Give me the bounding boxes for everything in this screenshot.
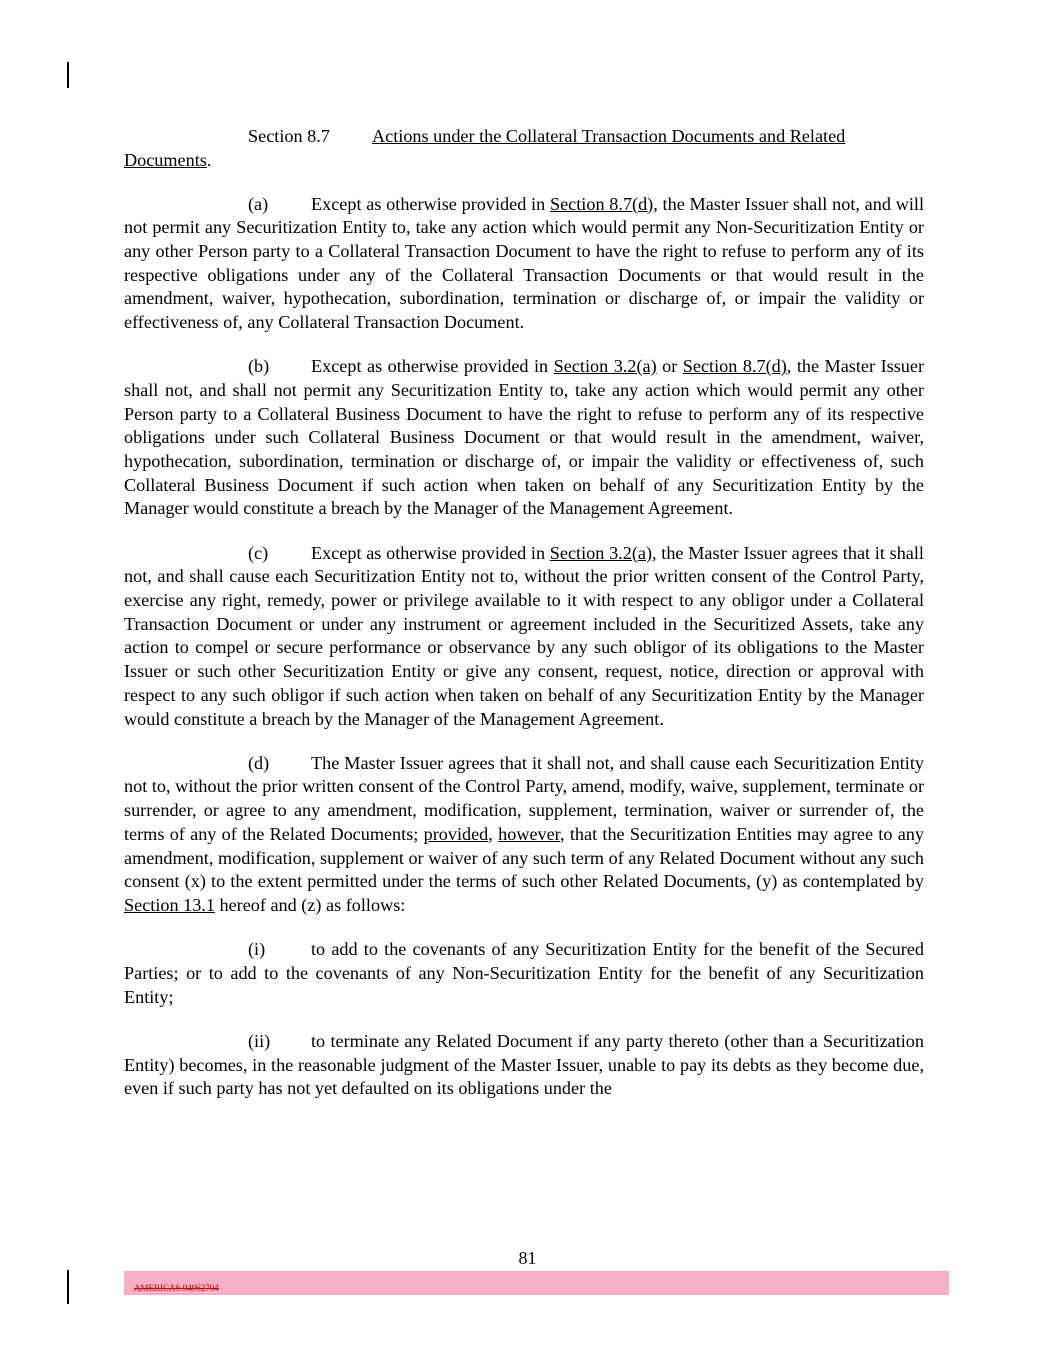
paragraph-label: (d): [248, 752, 270, 773]
footer-highlight: [124, 1271, 949, 1295]
cross-reference: Section 3.2(a): [549, 542, 652, 563]
change-bar-top: [67, 62, 69, 88]
paragraph-i: (i) to add to the covenants of any Securitization Entity for the benefit of the Secured Parties; or to add to the covenants of any Non-Securitization Entity for the benefit of any Securitization Entity;: [124, 939, 924, 1007]
section-title: Actions under the Collateral Transaction Documents and Related: [372, 126, 846, 146]
document-id: AMERICAS 94962794: [134, 1283, 219, 1293]
cross-reference: Section 13.1: [124, 894, 215, 915]
proviso-term: however: [498, 823, 561, 844]
section-heading: [124, 124, 924, 148]
paragraph-label: (a): [248, 193, 269, 214]
cross-reference: Section 8.7(d): [549, 193, 654, 214]
paragraph-label: (b): [248, 356, 270, 377]
paragraph-d: (d) The Master Issuer agrees that it shall not, and shall cause each Securitization Entity not to, without the prior written consent of the Control Party, amend, modify, waive, supplement, terminate or surrender, or agree to any amendment, modification, supplement, termination, waiver or surrender of, the terms of any of the Related Documents; provided, however, that the Securitization Entities may agree to any amendment, modification, supplement or waiver of any such term of any Related Document without any such consent (x) to the extent permitted under the terms of such other Related Documents, (y) as contemplated by Section 13.1 hereof and (z) as follows:: [124, 752, 924, 915]
document-page: [124, 124, 924, 1101]
page-number: 81: [518, 1248, 537, 1268]
section-heading-cont: Documents.: [124, 150, 212, 170]
paragraph-c: (c) Except as otherwise provided in Section 3.2(a), the Master Issuer agrees that it shall not, and shall cause each Securitization Entity not to, without the prior written consent of the Control Party, exercise any right, remedy, power or privilege available to it with respect to any obligor under a Collateral Transaction Document or under any instrument or agreement included in the Securitized Assets, take any action to compel or secure performance or observance by any such obligor of its obligations to the Master Issuer or such other Securitization Entity or give any consent, request, notice, direction or approval with respect to any such obligor if such action when taken on behalf of any Securitization Entity by the Manager would constitute a breach by the Manager of the Management Agreement.: [124, 542, 924, 729]
proviso-term: provided: [423, 823, 489, 844]
section-title-cont: Documents: [124, 150, 207, 170]
paragraph-label: (i): [248, 939, 266, 960]
paragraph-label: (c): [248, 542, 269, 563]
cross-reference: Section 3.2(a): [553, 356, 657, 377]
paragraph-b: (b) Except as otherwise provided in Section 3.2(a) or Section 8.7(d), the Master Issuer shall not, and shall not permit any Securitization Entity to, take any action which would permit any other Person party to a Collateral Business Document to have the right to refuse to perform any of its respective obligations under such Collateral Business Document or that would result in the amendment, waiver, hypothecation, subordination, termination or discharge of, or impair the validity or effectiveness of, such Collateral Business Document if such action when taken on behalf of any Securitization Entity by the Manager would constitute a breach by the Manager of the Management Agreement.: [124, 356, 924, 519]
paragraph-a: (a) Except as otherwise provided in Section 8.7(d), the Master Issuer shall not, and will not permit any Securitization Entity to, take any action which would permit any Non-Securitization Entity or any other Person party to a Collateral Transaction Document to have the right to refuse to perform any of its respective obligations under any of the Collateral Transaction Documents or that would result in the amendment, waiver, hypothecation, subordination, termination or discharge of, or impair the validity or effectiveness of, any Collateral Transaction Document.: [124, 193, 924, 333]
cross-reference: Section 8.7(d): [682, 356, 787, 377]
section-number: Section 8.7: [248, 126, 330, 146]
change-bar-bottom: [67, 1270, 69, 1304]
paragraph-ii: (ii) to terminate any Related Document if any party thereto (other than a Securitization Entity) becomes, in the reasonable judgment of the Master Issuer, unable to pay its debts as they become due, even if such party has not yet defaulted on its obligations under the: [124, 1030, 924, 1099]
paragraph-label: (ii): [248, 1030, 271, 1051]
